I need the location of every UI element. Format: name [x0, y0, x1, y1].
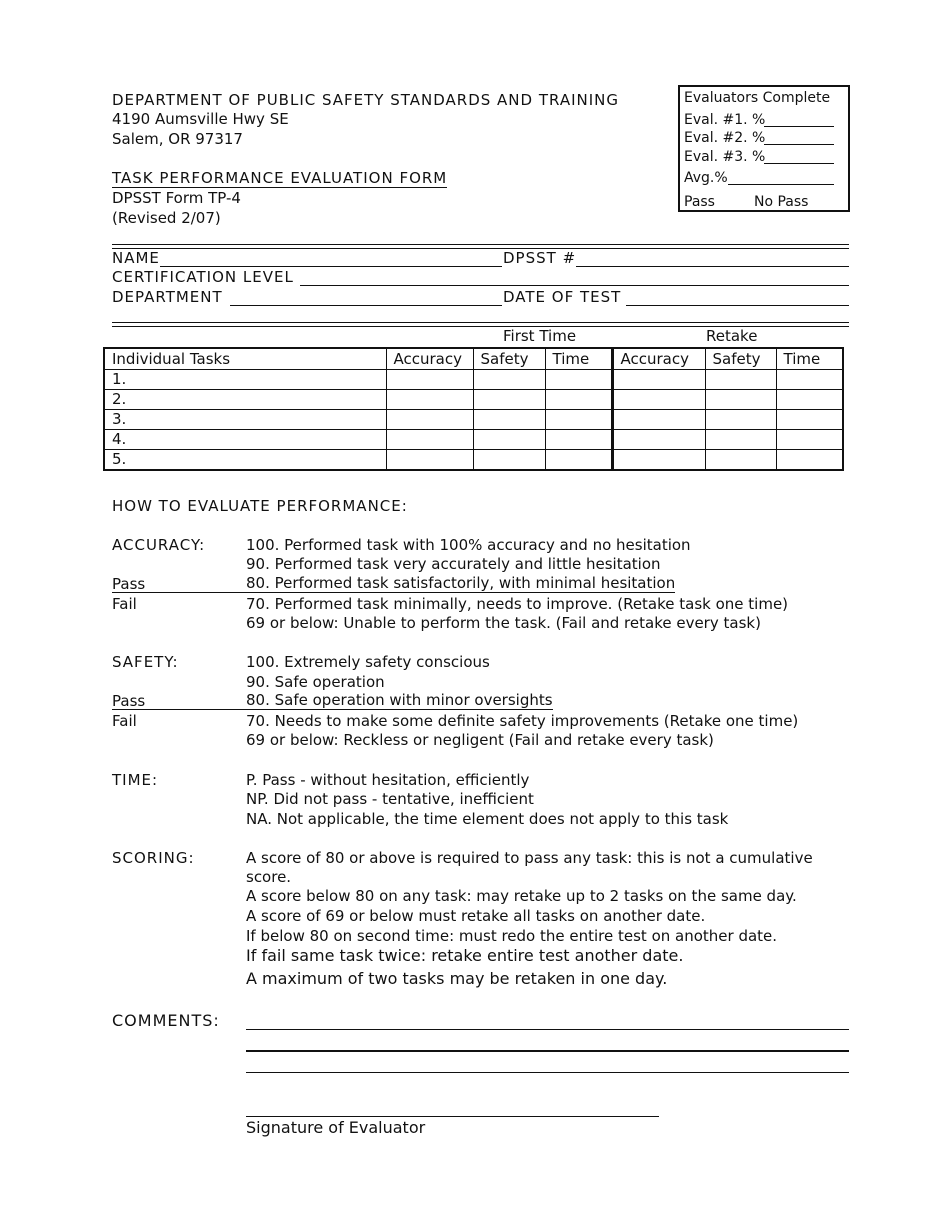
- cell-time-retake[interactable]: [776, 430, 843, 450]
- cell-safety-first[interactable]: [473, 370, 545, 390]
- scoring-line-1: A score of 80 or above is required to pass any task: this is not a cumulative: [246, 849, 813, 867]
- cert-level-field[interactable]: [300, 285, 849, 286]
- cell-safety-retake[interactable]: [705, 430, 776, 450]
- cell-time-retake[interactable]: [776, 390, 843, 410]
- accuracy-line-69: 69 or below: Unable to perform the task. (Fail and retake every task): [246, 614, 761, 632]
- header-safety-retake: Safety: [705, 348, 776, 370]
- eval-1-label: Eval. #1. %: [684, 112, 766, 128]
- comments-line-3[interactable]: [246, 1072, 849, 1073]
- cell-time-first[interactable]: [545, 390, 612, 410]
- name-field[interactable]: [160, 266, 502, 267]
- pass-option[interactable]: Pass: [684, 194, 715, 210]
- address-line-2: Salem, OR 97317: [112, 130, 243, 148]
- task-number[interactable]: 1.: [104, 370, 386, 390]
- accuracy-line-100: 100. Performed task with 100% accuracy and no hesitation: [246, 536, 691, 554]
- cert-level-label: CERTIFICATION LEVEL: [112, 268, 294, 286]
- accuracy-pass-rule: [112, 592, 246, 593]
- cell-accuracy-retake[interactable]: [612, 450, 705, 471]
- howto-title: HOW TO EVALUATE PERFORMANCE:: [112, 497, 408, 515]
- cell-accuracy-first[interactable]: [386, 410, 473, 430]
- safety-line-90: 90. Safe operation: [246, 673, 385, 691]
- evaluators-box: [678, 85, 850, 212]
- cell-accuracy-first[interactable]: [386, 370, 473, 390]
- accuracy-fail-label: Fail: [112, 595, 137, 613]
- evaluators-title: Evaluators Complete: [684, 90, 831, 106]
- cell-accuracy-retake[interactable]: [612, 410, 705, 430]
- scoring-line-5: If below 80 on second time: must redo the entire test on another date.: [246, 927, 778, 945]
- header-accuracy-retake: Accuracy: [612, 348, 705, 370]
- form-number: DPSST Form TP-4: [112, 189, 241, 207]
- avg-label: Avg.%: [684, 170, 728, 186]
- cell-safety-retake[interactable]: [705, 410, 776, 430]
- first-time-group-label: First Time: [503, 327, 577, 345]
- cell-safety-retake[interactable]: [705, 390, 776, 410]
- eval-3-label: Eval. #3. %: [684, 149, 766, 165]
- no-pass-option[interactable]: No Pass: [754, 194, 809, 210]
- cell-time-first[interactable]: [545, 370, 612, 390]
- scoring-label: SCORING:: [112, 849, 195, 867]
- header-time-first: Time: [545, 348, 612, 370]
- retake-group-label: Retake: [706, 327, 758, 345]
- eval-2-field[interactable]: [764, 129, 834, 145]
- time-line-na: NA. Not applicable, the time element does not apply to this task: [246, 810, 729, 828]
- safety-pass-rule: [112, 709, 246, 710]
- safety-label: SAFETY:: [112, 653, 179, 671]
- header-time-retake: Time: [776, 348, 843, 370]
- time-line-p: P. Pass - without hesitation, efficiently: [246, 771, 530, 789]
- form-title: TASK PERFORMANCE EVALUATION FORM: [112, 169, 448, 187]
- department-label: DEPARTMENT: [112, 288, 223, 306]
- cell-time-retake[interactable]: [776, 370, 843, 390]
- scoring-line-3: A score below 80 on any task: may retake up to 2 tasks on the same day.: [246, 887, 797, 905]
- task-number[interactable]: 3.: [104, 410, 386, 430]
- header-accuracy-first: Accuracy: [386, 348, 473, 370]
- time-label: TIME:: [112, 771, 159, 789]
- dpsst-label: DPSST #: [503, 249, 577, 267]
- comments-label: COMMENTS:: [112, 1011, 220, 1030]
- task-number[interactable]: 2.: [104, 390, 386, 410]
- rule-top-a: [112, 244, 849, 245]
- scoring-line-4: A score of 69 or below must retake all tasks on another date.: [246, 907, 706, 925]
- accuracy-pass-label: Pass: [112, 575, 146, 593]
- cell-accuracy-first[interactable]: [386, 450, 473, 471]
- date-of-test-label: DATE OF TEST: [503, 288, 622, 306]
- comments-line-1[interactable]: [246, 1029, 849, 1030]
- signature-field[interactable]: [246, 1116, 659, 1117]
- table-row: [104, 370, 843, 390]
- accuracy-label: ACCURACY:: [112, 536, 206, 554]
- accuracy-line-70: 70. Performed task minimally, needs to improve. (Retake task one time): [246, 595, 789, 613]
- eval-2-label: Eval. #2. %: [684, 130, 766, 146]
- safety-pass-label: Pass: [112, 692, 146, 710]
- signature-label: Signature of Evaluator: [246, 1118, 426, 1137]
- cell-safety-retake[interactable]: [705, 370, 776, 390]
- eval-1-field[interactable]: [764, 111, 834, 127]
- cell-time-first[interactable]: [545, 410, 612, 430]
- cell-safety-first[interactable]: [473, 430, 545, 450]
- cell-time-first[interactable]: [545, 450, 612, 471]
- rule-mid-a: [112, 322, 849, 323]
- avg-field[interactable]: [728, 169, 834, 185]
- cell-accuracy-retake[interactable]: [612, 390, 705, 410]
- date-of-test-field[interactable]: [626, 305, 849, 306]
- table-header-row: [104, 348, 843, 370]
- accuracy-line-80: 80. Performed task satisfactorily, with minimal hesitation: [246, 574, 676, 592]
- cell-accuracy-retake[interactable]: [612, 370, 705, 390]
- cell-accuracy-first[interactable]: [386, 430, 473, 450]
- table-row: [104, 410, 843, 430]
- dpsst-field[interactable]: [576, 266, 849, 267]
- safety-line-70: 70. Needs to make some definite safety improvements (Retake one time): [246, 712, 799, 730]
- table-row: [104, 450, 843, 471]
- safety-line-69: 69 or below: Reckless or negligent (Fail and retake every task): [246, 731, 714, 749]
- table-row: [104, 390, 843, 410]
- rule-top-b: [112, 248, 849, 249]
- task-number[interactable]: 4.: [104, 430, 386, 450]
- department-field[interactable]: [230, 305, 502, 306]
- task-table: [103, 347, 844, 471]
- address-line-1: 4190 Aumsville Hwy SE: [112, 110, 289, 128]
- cell-time-first[interactable]: [545, 430, 612, 450]
- cell-safety-first[interactable]: [473, 390, 545, 410]
- cell-time-retake[interactable]: [776, 410, 843, 430]
- task-number[interactable]: 5.: [104, 450, 386, 471]
- table-row: [104, 430, 843, 450]
- safety-line-100: 100. Extremely safety conscious: [246, 653, 490, 671]
- header-safety-first: Safety: [473, 348, 545, 370]
- scoring-line-2: score.: [246, 868, 292, 886]
- scoring-line-6: If fail same task twice: retake entire test another date.: [246, 946, 684, 965]
- safety-fail-label: Fail: [112, 712, 137, 730]
- accuracy-line-90: 90. Performed task very accurately and little hesitation: [246, 555, 661, 573]
- cell-time-retake[interactable]: [776, 450, 843, 471]
- cell-accuracy-retake[interactable]: [612, 430, 705, 450]
- cell-safety-first[interactable]: [473, 450, 545, 471]
- comments-line-2[interactable]: [246, 1050, 849, 1052]
- cell-safety-retake[interactable]: [705, 450, 776, 471]
- org-name: DEPARTMENT OF PUBLIC SAFETY STANDARDS AND TRAINING: [112, 91, 620, 109]
- scoring-line-7: A maximum of two tasks may be retaken in one day.: [246, 969, 668, 988]
- header-individual-tasks: Individual Tasks: [104, 348, 386, 370]
- revised-date: (Revised 2/07): [112, 209, 221, 227]
- cell-safety-first[interactable]: [473, 410, 545, 430]
- time-line-np: NP. Did not pass - tentative, inefficient: [246, 790, 534, 808]
- cell-accuracy-first[interactable]: [386, 390, 473, 410]
- safety-line-80: 80. Safe operation with minor oversights: [246, 691, 553, 709]
- name-label: NAME: [112, 249, 160, 267]
- eval-3-field[interactable]: [764, 148, 834, 164]
